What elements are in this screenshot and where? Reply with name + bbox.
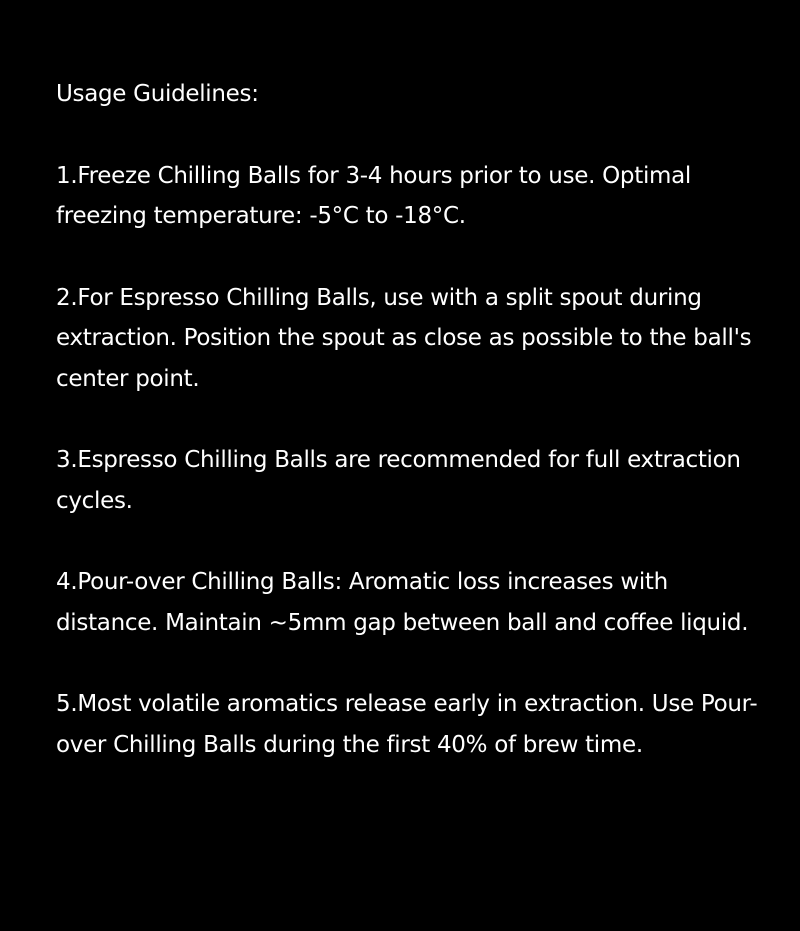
guideline-item-3: 3.Espresso Chilling Balls are recommended for full extraction cycles. xyxy=(56,447,741,514)
guideline-item-1: 1.Freeze Chilling Balls for 3-4 hours prior to use. Optimal freezing temperature: -5°C to -18°C. xyxy=(56,162,692,229)
usage-guidelines-section xyxy=(56,74,776,806)
guideline-item-2: 2.For Espresso Chilling Balls, use with a split spout during extraction. Position the spout as close as possible to the ball's center point. xyxy=(56,284,752,392)
guideline-item-5: 5.Most volatile aromatics release early in extraction. Use Pour-over Chilling Balls during the first 40% of brew time. xyxy=(56,691,758,758)
guideline-item-4: 4.Pour-over Chilling Balls: Aromatic loss increases with distance. Maintain ~5mm gap between ball and coffee liquid. xyxy=(56,569,749,636)
section-heading: Usage Guidelines: xyxy=(56,81,259,107)
